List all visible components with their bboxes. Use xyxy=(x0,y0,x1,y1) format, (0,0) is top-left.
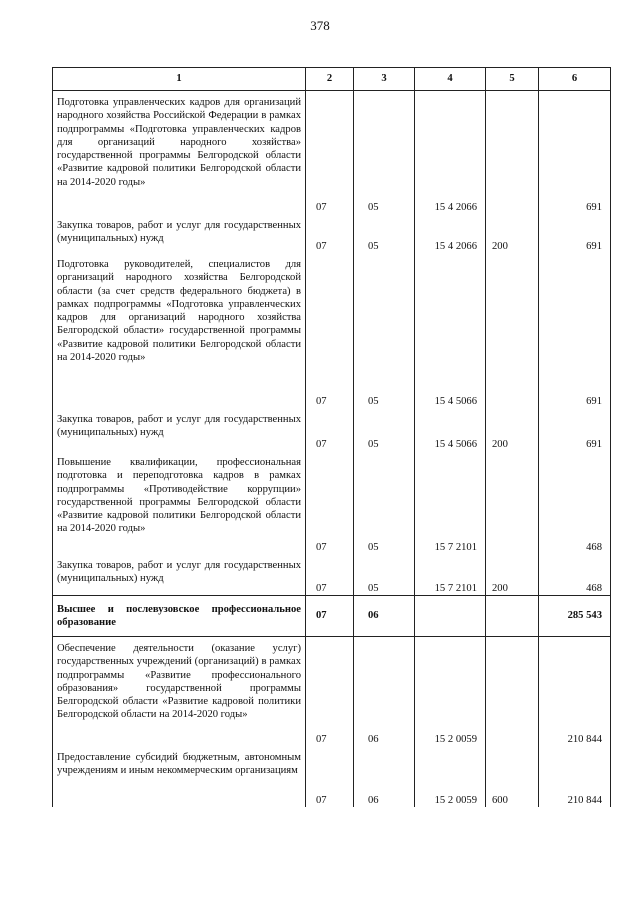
row-name: Подготовка руководителей, специалистов для организаций народного хозяйства Белгородской области (за счет средств федерального бюджета) в рамках подпрограммы «Подготовка управленческих кадров для организаций народного хозяйства Белгородской области» государственной программы «Развитие кадровой политики Белгородской области на 2014-2020 годы» xyxy=(53,253,306,408)
row-name: Закупка товаров, работ и услуг для государственных (муниципальных) нужд xyxy=(53,408,306,451)
row-amount: 691 xyxy=(539,214,611,253)
row-section: 07 xyxy=(306,554,354,596)
row-target-article: 15 4 5066 xyxy=(415,408,486,451)
row-section: 07 xyxy=(306,637,354,747)
table-row xyxy=(53,214,611,253)
table-row xyxy=(53,554,611,596)
column-header-name: 1 xyxy=(53,68,306,91)
row-name: Закупка товаров, работ и услуг для государственных (муниципальных) нужд xyxy=(53,214,306,253)
table-row-section-total xyxy=(53,596,611,637)
row-expense-type: 200 xyxy=(486,408,539,451)
row-target-article: 15 7 2101 xyxy=(415,554,486,596)
row-amount: 691 xyxy=(539,91,611,215)
row-subsection: 05 xyxy=(354,214,415,253)
row-subsection: 05 xyxy=(354,554,415,596)
table-row xyxy=(53,637,611,747)
row-section: 07 xyxy=(306,253,354,408)
table-row xyxy=(53,746,611,807)
row-section: 07 xyxy=(306,596,354,637)
table-row xyxy=(53,253,611,408)
row-section: 07 xyxy=(306,408,354,451)
row-target-article: 15 7 2101 xyxy=(415,451,486,554)
row-expense-type xyxy=(486,451,539,554)
table-row xyxy=(53,408,611,451)
row-expense-type xyxy=(486,253,539,408)
row-expense-type xyxy=(486,637,539,747)
row-section: 07 xyxy=(306,746,354,807)
row-target-article: 15 2 0059 xyxy=(415,637,486,747)
row-expense-type: 200 xyxy=(486,554,539,596)
row-expense-type: 600 xyxy=(486,746,539,807)
row-target-article: 15 4 2066 xyxy=(415,214,486,253)
row-amount: 468 xyxy=(539,554,611,596)
table-row xyxy=(53,451,611,554)
column-header-expense-type: 5 xyxy=(486,68,539,91)
row-amount: 210 844 xyxy=(539,637,611,747)
row-subsection: 05 xyxy=(354,91,415,215)
column-header-section: 2 xyxy=(306,68,354,91)
row-subsection: 06 xyxy=(354,596,415,637)
row-amount: 210 844 xyxy=(539,746,611,807)
row-target-article: 15 4 2066 xyxy=(415,91,486,215)
column-header-subsection: 3 xyxy=(354,68,415,91)
row-section: 07 xyxy=(306,451,354,554)
table-header-row xyxy=(53,68,611,91)
row-name: Высшее и послевузовское профессиональное образование xyxy=(53,596,306,637)
row-name: Предоставление субсидий бюджетным, автономным учреждениям и иным некоммерческим организациям xyxy=(53,746,306,807)
row-subsection: 06 xyxy=(354,637,415,747)
row-section: 07 xyxy=(306,91,354,215)
row-target-article: 15 2 0059 xyxy=(415,746,486,807)
row-subsection: 05 xyxy=(354,451,415,554)
column-header-target-article: 4 xyxy=(415,68,486,91)
row-subsection: 06 xyxy=(354,746,415,807)
row-name: Повышение квалификации, профессиональная подготовка и переподготовка кадров в рамках подпрограммы «Противодействие коррупции» государственной программы Белгородской области «Развитие кадровой политики Белгородской области на 2014-2020 годы» xyxy=(53,451,306,554)
row-name: Закупка товаров, работ и услуг для государственных (муниципальных) нужд xyxy=(53,554,306,596)
row-amount: 285 543 xyxy=(539,596,611,637)
row-amount: 468 xyxy=(539,451,611,554)
column-header-amount: 6 xyxy=(539,68,611,91)
row-expense-type xyxy=(486,91,539,215)
row-subsection: 05 xyxy=(354,408,415,451)
row-expense-type xyxy=(486,596,539,637)
row-target-article xyxy=(415,596,486,637)
row-amount: 691 xyxy=(539,408,611,451)
row-name: Обеспечение деятельности (оказание услуг) государственных учреждений (организаций) в рамках подпрограммы «Развитие профессионального образования» государственной программы Белгородской области «Развитие кадровой политики Белгородской области на 2014-2020 годы» xyxy=(53,637,306,747)
page-number: 378 xyxy=(310,18,330,33)
row-expense-type: 200 xyxy=(486,214,539,253)
table-row xyxy=(53,91,611,215)
row-subsection: 05 xyxy=(354,253,415,408)
row-section: 07 xyxy=(306,214,354,253)
row-amount: 691 xyxy=(539,253,611,408)
budget-table xyxy=(52,67,611,807)
row-target-article: 15 4 5066 xyxy=(415,253,486,408)
row-name: Подготовка управленческих кадров для организаций народного хозяйства Российской Федерации в рамках подпрограммы «Подготовка управленческих кадров для организаций народного хозяйства» государственной программы Белгородской области «Развитие кадровой политики Белгородской области на 2014-2020 годы» xyxy=(53,91,306,215)
